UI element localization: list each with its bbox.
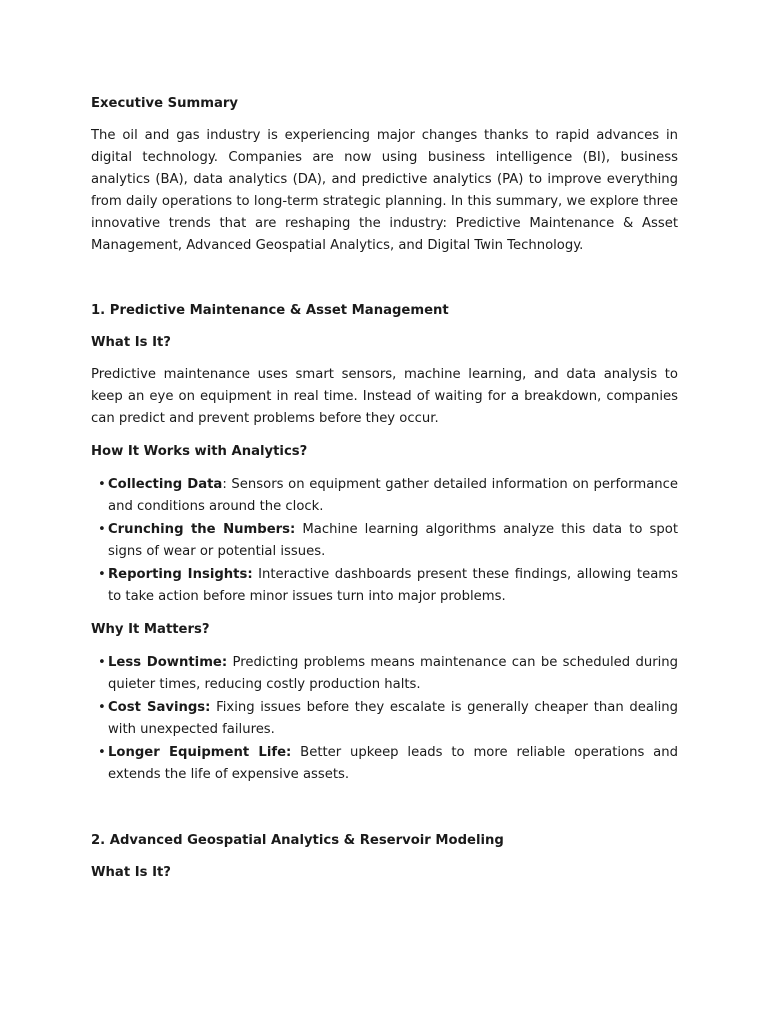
how-it-works-list	[91, 474, 678, 608]
list-item	[91, 652, 678, 696]
section1-why-heading: Why It Matters?	[91, 622, 210, 637]
list-item	[91, 697, 678, 741]
list-item	[91, 564, 678, 608]
executive-summary-heading: Executive Summary	[91, 96, 238, 111]
bullet-icon: •	[98, 745, 106, 760]
bullet-icon: •	[98, 655, 106, 670]
list-item	[91, 474, 678, 518]
bullet-icon: •	[98, 522, 106, 537]
list-item-term: Collecting Data	[108, 477, 223, 492]
list-item-text: : Sensors on equipment gather detailed information on performance and conditions around the clock.	[108, 477, 678, 514]
section2-heading: 2. Advanced Geospatial Analytics & Reservoir Modeling	[91, 833, 504, 848]
bullet-icon: •	[98, 567, 106, 582]
list-item-term: Reporting Insights:	[108, 567, 253, 582]
section1-how-heading: How It Works with Analytics?	[91, 444, 308, 459]
list-item-text: Predicting problems means maintenance can be scheduled during quieter times, reducing costly production halts.	[108, 655, 679, 692]
bullet-icon: •	[98, 477, 106, 492]
section1-heading: 1. Predictive Maintenance & Asset Management	[91, 303, 449, 318]
list-item-text: Better upkeep leads to more reliable operations and extends the life of expensive assets.	[108, 745, 678, 782]
list-item-text: Fixing issues before they escalate is generally cheaper than dealing with unexpected failures.	[108, 700, 679, 737]
list-item-text: Interactive dashboards present these findings, allowing teams to take action before minor issues turn into major problems.	[108, 567, 678, 604]
list-item-term: Longer Equipment Life:	[108, 745, 292, 760]
document-page	[91, 93, 678, 884]
list-item-term: Cost Savings:	[108, 700, 211, 715]
bullet-icon: •	[98, 700, 106, 715]
list-item-term: Less Downtime:	[108, 655, 228, 670]
section2-what-heading: What Is It?	[91, 865, 171, 880]
section1-what-body: Predictive maintenance uses smart sensors, machine learning, and data analysis to keep an eye on equipment in real time. Instead of waiting for a breakdown, companies can predict and prevent problems before they occur.	[91, 367, 678, 426]
section1-what-heading: What Is It?	[91, 335, 171, 350]
list-item-text: Machine learning algorithms analyze this data to spot signs of wear or potential issues.	[108, 522, 678, 559]
executive-summary-body: The oil and gas industry is experiencing major changes thanks to rapid advances in digital technology. Companies are now using business intelligence (BI), business analytics (BA), data analytics (DA), and predictive analytics (PA) to improve everything from daily operations to long-term strategic planning. In this summary, we explore three innovative trends that are reshaping the industry: Predictive Maintenance & Asset Management, Advanced Geospatial Analytics, and Digital Twin Technology.	[91, 128, 678, 253]
list-item	[91, 519, 678, 563]
list-item-term: Crunching the Numbers:	[108, 522, 296, 537]
why-it-matters-list	[91, 652, 678, 786]
list-item	[91, 742, 678, 786]
